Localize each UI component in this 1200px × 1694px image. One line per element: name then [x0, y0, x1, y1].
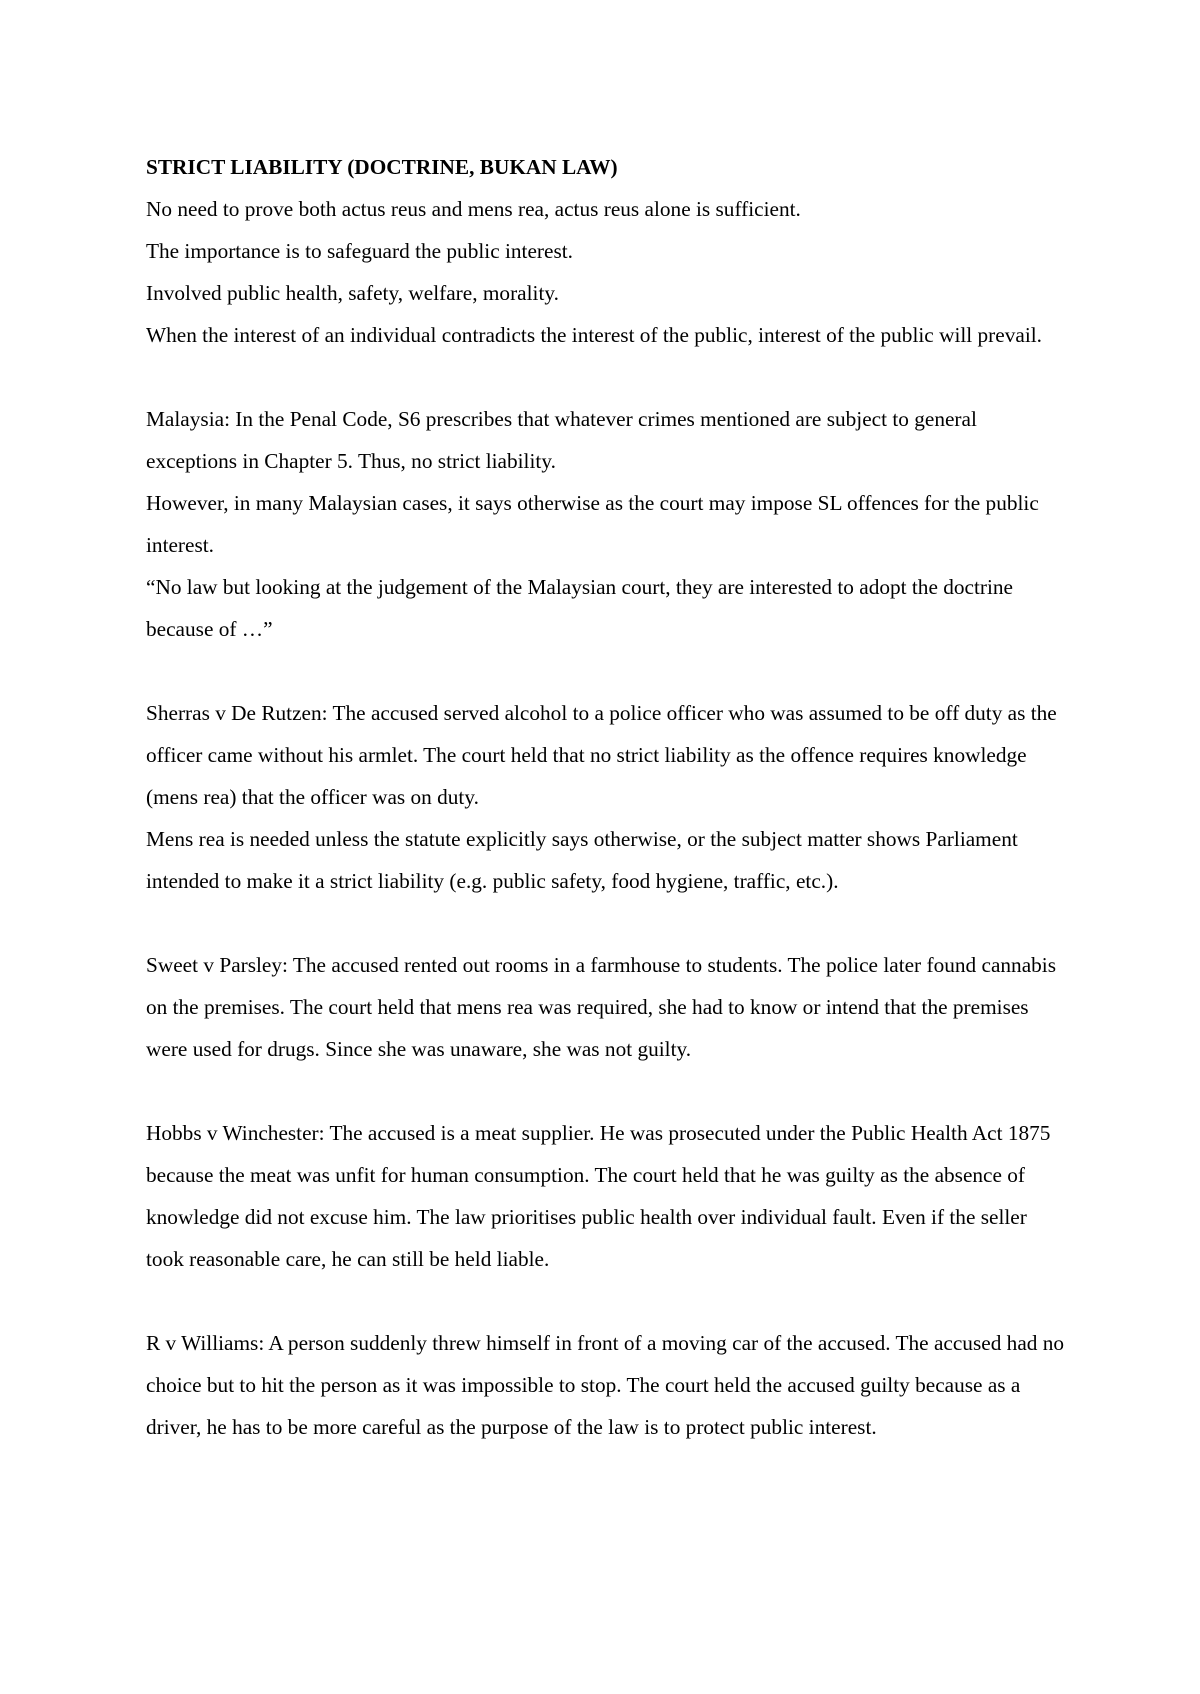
- intro-line-4: When the interest of an individual contradicts the interest of the public, interest of the public will prevail.: [146, 323, 1042, 347]
- sherras-case: Sherras v De Rutzen: The accused served alcohol to a police officer who was assumed to be off duty as the officer came without his armlet. The court held that no strict liability as the offence requires knowledge (mens rea) that the officer was on duty.: [146, 701, 1057, 809]
- paragraph-gap: [146, 650, 1066, 692]
- williams-case: R v Williams: A person suddenly threw himself in front of a moving car of the accused. The accused had no choice but to hit the person as it was impossible to stop. The court held the accused guilty because as a driver, he has to be more careful as the purpose of the law is to protect public interest.: [146, 1331, 1065, 1439]
- intro-line-2: The importance is to safeguard the public interest.: [146, 239, 573, 263]
- paragraph-gap: [146, 356, 1066, 398]
- paragraph-gap: [146, 1280, 1066, 1322]
- sherras-note: Mens rea is needed unless the statute explicitly says otherwise, or the subject matter shows Parliament intended to make it a strict liability (e.g. public safety, food hygiene, traffic, etc.).: [146, 827, 1018, 893]
- hobbs-case: Hobbs v Winchester: The accused is a meat supplier. He was prosecuted under the Public Health Act 1875 because the meat was unfit for human consumption. The court held that he was guilty as the absence of knowledge did not excuse him. The law prioritises public health over individual fault. Even if the seller took reasonable care, he can still be held liable.: [146, 1121, 1051, 1271]
- paragraph-gap: [146, 1070, 1066, 1112]
- document-title: STRICT LIABILITY (DOCTRINE, BUKAN LAW): [146, 155, 618, 179]
- paragraph-gap: [146, 902, 1066, 944]
- sweet-case: Sweet v Parsley: The accused rented out rooms in a farmhouse to students. The police later found cannabis on the premises. The court held that mens rea was required, she had to know or intend that the premises were used for drugs. Since she was unaware, she was not guilty.: [146, 953, 1056, 1061]
- intro-line-3: Involved public health, safety, welfare, morality.: [146, 281, 559, 305]
- malaysia-paragraph-1: Malaysia: In the Penal Code, S6 prescribes that whatever crimes mentioned are subject to general exceptions in Chapter 5. Thus, no strict liability.: [146, 407, 977, 473]
- intro-line-1: No need to prove both actus reus and mens rea, actus reus alone is sufficient.: [146, 197, 801, 221]
- malaysia-paragraph-2: However, in many Malaysian cases, it says otherwise as the court may impose SL offences for the public interest.: [146, 491, 1039, 557]
- malaysia-quote: “No law but looking at the judgement of the Malaysian court, they are interested to adopt the doctrine because of …”: [146, 575, 1013, 641]
- document-body: [146, 146, 1066, 1448]
